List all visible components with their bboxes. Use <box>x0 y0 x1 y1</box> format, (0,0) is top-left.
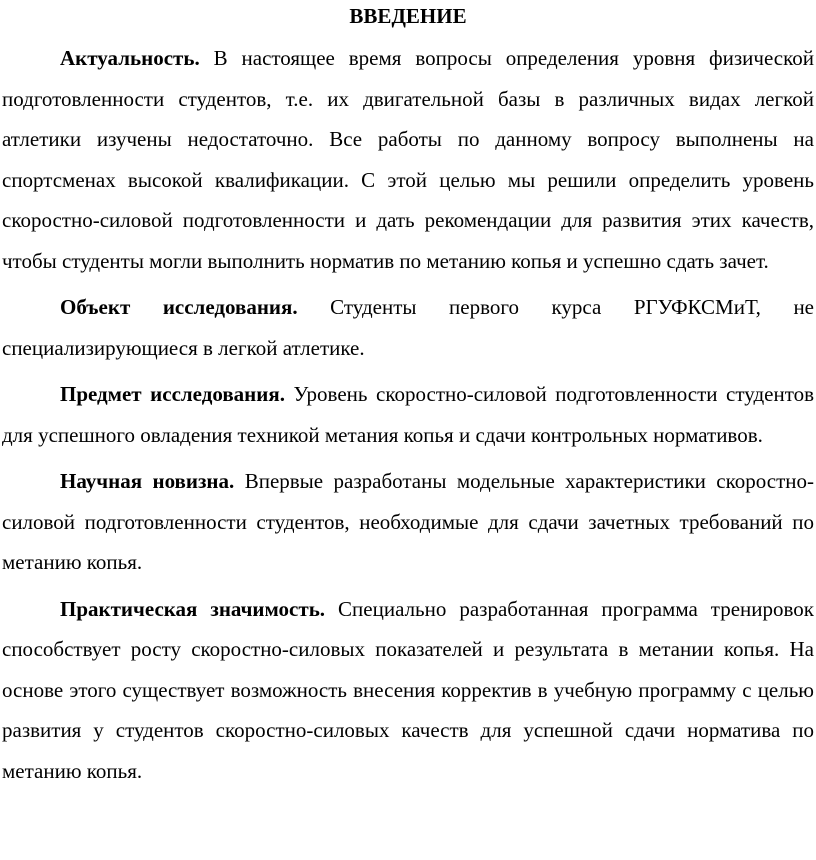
paragraph-text: Впервые разработаны модельные характеристики скоростно-силовой подготовленности студентов, необходимые для сдачи зачетных требований по метанию копья. <box>2 469 815 574</box>
paragraph-label: Актуальность. <box>60 46 200 70</box>
paragraph-label: Объект исследования. <box>60 295 298 319</box>
document-page <box>2 0 814 797</box>
paragraph-label: Практическая значимость. <box>60 596 326 621</box>
paragraph-text: Специально разработанная программа тренировок способствует росту скоростно-силовых показателей и результата в метании копья. На основе этого существует возможность внесения корректив в учебную программу с целью развития у студентов скоростно-силовых качеств для успешной сдачи норматива по метанию копья. <box>2 596 814 783</box>
paragraph-object <box>2 287 814 368</box>
paragraph-significance <box>2 589 814 792</box>
paragraph-text: В настоящее время вопросы определения уровня физической подготовленности студентов, т.е. их двигательной базы в различных видах легкой атлетики изучены недостаточно. Все работы по данному вопросу выполнены на спортсменах высокой квалификации. С этой целью мы решили определить уровень скоростно-силовой подготовленности и дать рекомендации для развития этих качеств, чтобы студенты могли выполнить норматив по метанию копья и успешно сдать зачет. <box>2 46 815 273</box>
paragraph-label: Предмет исследования. <box>60 382 285 406</box>
paragraph-subject <box>2 374 814 455</box>
page-title: ВВЕДЕНИЕ <box>349 4 467 28</box>
paragraph-text: Уровень скоростно-силовой подготовленности студентов для успешного овладения техникой метания копья и сдачи контрольных нормативов. <box>2 382 815 447</box>
paragraph-text: Студенты первого курса РГУФКСМиТ, не специализирующиеся в легкой атлетике. <box>2 295 815 360</box>
paragraph-relevance <box>2 38 814 281</box>
paragraph-novelty <box>2 461 814 583</box>
paragraph-label: Научная новизна. <box>60 469 235 493</box>
